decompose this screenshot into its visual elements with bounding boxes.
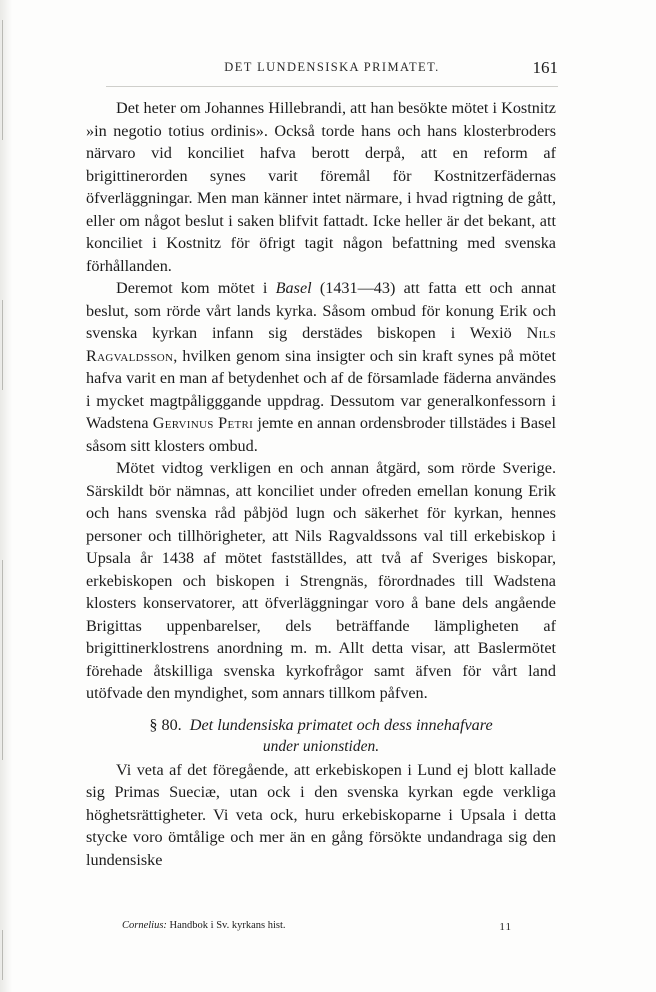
running-head [106,58,558,80]
binding-mark [2,20,3,140]
footer-citation [122,920,286,931]
paragraph-1-text: Det heter om Johannes Hillebrandi, att han besökte mötet i Kostnitz »in negotio totius ordinis». Också torde hans och hans klosterbroders närvaro vid konciliet hafva berott derpå, att en reform af brigittinerorden synes varit föremål för Kostnitzerfädernas öfverläggningar. Men man känner intet närmare, i hvad rigtning de gått, eller om något beslut i saken blifvit fattadt. Icke heller är det bekant, att konciliet i Kostnitz för öfrigt tagit någon befattning med svenska förhållanden. [86,99,556,275]
paragraph-1 [86,97,556,277]
paragraph-2-text-b: (1431—43) att fatta ett och annat beslut, som rörde vårt lands kyrka. Såsom ombud för konung Erik och svenska kyrkan infann sig derstädes biskopen i Wexiö [86,279,557,342]
binding-edge [0,0,12,992]
binding-mark [2,300,3,390]
paragraph-3-text: Mötet vidtog verkligen en och annan åtgärd, som rörde Sverige. Särskildt bör nämnas, att konciliet under ofreden emellan konung Erik och hans svenska råd påbjöd lugn och säkerhet för kyrkan, hennes personer och tillhörigheter, att Nils Ragvaldssons val till erkebiskop i Upsala år 1438 af mötet fastställdes, att två af Sveriges biskopar, erkebiskopen och biskopen i Strengnäs, förordnades till Wadstena klosters konservatorer, att öfverläggningar voro å bane dels angående Brigittas uppenbarelser, dels beträffande lämpligheten af brigittinerklostrens anordning m. m. Allt detta visar, att Baslermötet förehade åtskilliga svenska kyrkofrågor samt äfven för vårt land utöfvade den myndighet, som annars tillkom påfven. [86,459,556,702]
paragraph-2-text-a: Deremot kom mötet i [116,279,276,297]
section-heading [86,715,556,757]
footer-work: Handbok i Sv. kyrkans hist. [169,920,286,931]
section-number: § 80. [149,715,182,734]
binding-mark [2,560,3,760]
page-number: 161 [532,58,558,77]
paragraph-2-text-d: jemte en annan ordensbroder tillstädes i Basel såsom sitt klosters ombud. [86,414,556,455]
name-gervinus-petri: Gervinus Petri [152,414,254,432]
paragraph-2-text-c: , hvilken genom sina insigter och sin kraft synes på mötet hafva varit en man af betydenhet och af de församlade fäderna användes i mycket magtpåligggande uppdrag. Dessutom var generalkonfessorn i Wadstena [86,346,556,432]
name-nils-ragvaldsson: Nils Ragvaldsson [86,324,556,365]
paragraph-4-text: Vi veta af det föregående, att erkebiskopen i Lund ej blott kallade sig Primas Sueciæ, utan ock i den svenska kyrkan egde verkliga höghetsrättigheter. Vi veta ock, huru erkebiskoparne i Upsala i detta stycke voro ömtålige och mer än en gång försökte undandraga sig den lundensiske [86,760,556,869]
paragraph-2 [86,277,556,457]
paragraph-4 [86,759,556,872]
footer-signature: 11 [499,921,512,933]
basel-italic: Basel [275,279,312,297]
text-block [86,97,556,871]
footer-author: Cornelius: [122,920,167,931]
binding-mark [2,930,3,980]
header-rule [106,86,558,87]
section-title-line1: Det lundensiska primatet och dess innehafvare [189,715,493,734]
running-title: DET LUNDENSISKA PRIMATET. [224,60,440,74]
section-title-line2: under unionstiden. [262,737,380,755]
paragraph-3 [86,457,556,705]
footer [122,920,512,936]
